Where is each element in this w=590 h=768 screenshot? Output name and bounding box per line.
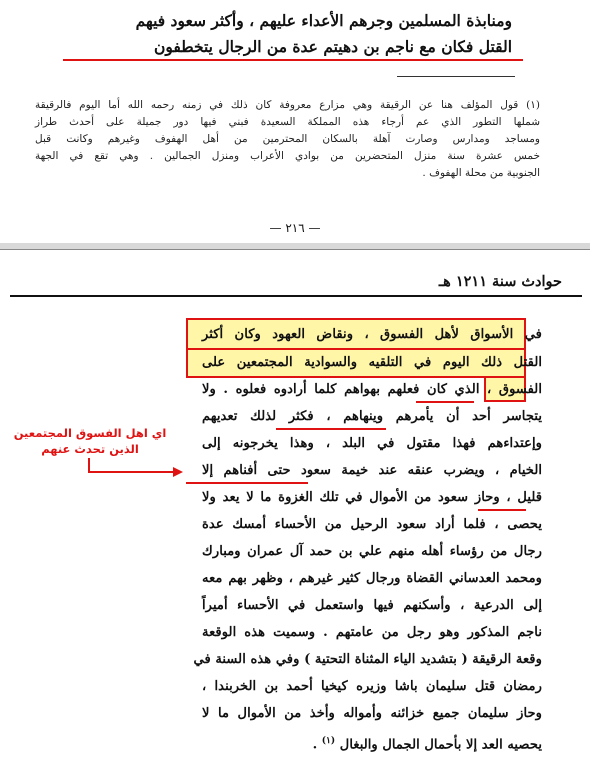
body-text-line: يحصيه العد إلا بأحمال الجمال والبغال $^{(١)}$ . [312,736,542,753]
page-number: — ٢١٦ — [269,221,321,235]
red-annotation: اي اهل الفسوق المجتمعين الذين تحدث عنهم [13,426,167,456]
body-text-line: إلى الدرعية ، وأسكنهم فيها واستعمل في الأحساء أميراً [202,598,542,613]
arrow-right-icon [173,467,183,477]
footnote-line: شملها التطور الذي عم أرجاء هذه المملكة السعيدة فبني فيها دور جميلة على أحدث طراز [35,116,540,128]
body-text-line: ناجم المذكور وهو رجل من عامتهم . وسميت هذه الوقعة [202,625,542,640]
body-text-line: القتل فكان مع ناجم بن دهيتم عدة من الرجال يتخطفون [154,37,512,56]
previous-book-page [0,0,590,243]
red-underline [478,509,526,511]
body-text-line: قليل ، وحاز سعود من الأموال في تلك الغزوة ما لا يعد ولا [202,490,542,505]
red-underline [186,482,308,484]
page-heading: حوادث سنة ١٢١١ هـ [438,273,562,290]
body-text-line: يحصى ، فلما أراد سعود الرحيل من الأحساء أمسك عدة [202,517,542,532]
last-line-text: يحصيه العد إلا بأحمال الجمال والبغال [339,737,542,753]
footnote-line: الجنوبية من محلة الهفوف . [422,167,540,179]
arrow-line [88,471,173,473]
body-text-line: رجال من رؤساء أهله منهم علي بن حمد آل عمران ومبارك [202,544,542,559]
footnote-line: ومساجد ومدارس وصارت آهلة بالسكان المحترمين من أهل الهفوف وغيرهم وكانت قبل [35,133,540,145]
red-underline [276,428,386,430]
body-text-line: وإعتداءهم فهذا مقتول في البلد ، وهذا يخرجونه إلى [202,436,542,451]
footnote-line: خمس عشرة سنة منزل المتحضرين من بوادي الأعراب ومنزل الجمالين . وهي تقع في الجهة [35,150,540,162]
body-text-line: ومنابذة المسلمين وجرهم الأعداء عليهم ، وأكثر سعود فيهم [135,11,512,30]
footnote-separator [397,76,515,77]
body-text-line: رمضان قتل سليمان باشا وزيره كيخيا أحمد بن الخربندا ، [202,679,542,694]
body-text-line: ومحمد العدساني القضاة ورجال كثير غيرهم ، وظهر بهم معه [202,571,542,586]
header-rule [10,295,582,297]
footnote-line: (١) قول المؤلف هنا عن الرقيقة وهي مزارع معروفة كان ذلك في زمنه رحمه الله أما اليوم فالرقيقة [35,99,540,111]
body-text-line: وقعة الرقيقة ( بتشديد الياء المثناة التحتية ) وفي هذه السنة في [193,652,542,667]
arrow-stem [88,458,90,472]
red-underline [63,59,523,61]
red-underline [416,401,474,403]
body-text-line: يتجاسر أحد أن يأمرهم وينهاهم ، فكثر لذلك تعديهم [202,409,542,424]
body-text-line: القتل ذلك اليوم في التلقيه والسوادية المجتمعين على [202,355,542,370]
body-text-line: الفسوق ، الذي كان فعلهم بهواهم كلما أرادوه فعلوه . ولا [202,382,542,397]
body-text-line: وحاز سليمان جميع خزائنه وأمواله وأخذ من الأموال ما لا [202,706,542,721]
footnote-reference: (١) [321,736,336,746]
running-header [10,273,582,295]
body-text-line: الخيام ، ويضرب عنقه عند خيمة سعود حتى أفناهم إلا [202,463,542,478]
body-text-line: في الأسواق لأهل الفسوق ، ونقاض العهود وكان أكثر [202,327,542,342]
